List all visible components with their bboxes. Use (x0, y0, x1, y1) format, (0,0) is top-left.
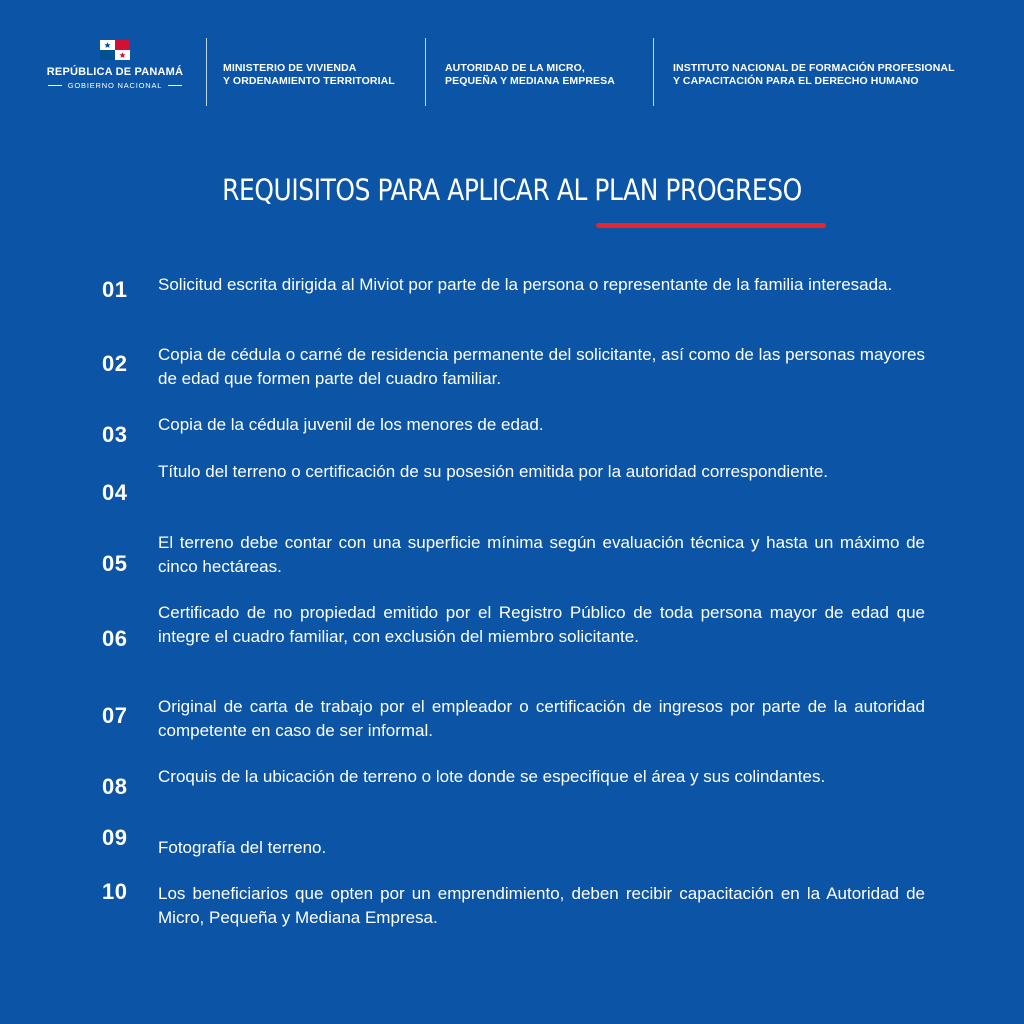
requirement-number: 04 (102, 480, 128, 505)
requirement-text: Título del terreno o certificación de su posesión emitida por la autoridad correspondiente. (158, 462, 828, 481)
header-divider (206, 38, 207, 106)
requirement-number: 08 (102, 774, 128, 799)
header (0, 0, 1024, 120)
requirement-text: Original de carta de trabajo por el empleador o certificación de ingresos por parte de la autoridad competente en caso de ser informal. (158, 697, 925, 740)
page-title: REQUISITOS PARA APLICAR AL PLAN PROGRESO (222, 173, 802, 207)
institution-line: PEQUEÑA Y MEDIANA EMPRESA (445, 75, 615, 87)
requirement-text: Certificado de no propiedad emitido por el Registro Público de toda persona mayor de edad que integre el cuadro familiar, con exclusión del miembro solicitante. (158, 603, 925, 646)
requirement-number: 06 (102, 626, 128, 651)
requirement-text: El terreno debe contar con una superficie mínima según evaluación técnica y hasta un máximo de cinco hectáreas. (158, 533, 925, 576)
requirement-text: Los beneficiarios que opten por un emprendimiento, deben recibir capacitación en la Autoridad de Micro, Pequeña y Mediana Empresa. (158, 884, 925, 927)
institution-line: Y ORDENAMIENTO TERRITORIAL (223, 75, 395, 87)
panama-flag-icon (100, 40, 130, 60)
requirement-text: Fotografía del terreno. (158, 838, 327, 857)
institution-inadeh (673, 62, 955, 88)
institution-line: Y CAPACITACIÓN PARA EL DERECHO HUMANO (673, 75, 919, 87)
institution-line: INSTITUTO NACIONAL DE FORMACIÓN PROFESIONAL (673, 62, 955, 74)
requirement-text: Croquis de la ubicación de terreno o lote donde se especifique el área y sus colindantes. (158, 767, 826, 786)
divider (48, 85, 62, 86)
requirement-number: 01 (102, 277, 128, 302)
institution-line: AUTORIDAD DE LA MICRO, (445, 62, 585, 74)
requirement-text: Solicitud escrita dirigida al Miviot por parte de la persona o representante de la familia interesada. (158, 275, 893, 294)
institution-line: MINISTERIO DE VIVIENDA (223, 62, 357, 74)
requirement-number: 10 (102, 879, 128, 904)
requirement-text: Copia de cédula o carné de residencia permanente del solicitante, así como de las personas mayores de edad que formen parte del cuadro familiar. (158, 345, 925, 388)
requirement-number: 07 (102, 703, 128, 728)
title-underline (596, 223, 826, 228)
institution-ampyme (445, 62, 615, 88)
divider (168, 85, 182, 86)
requirement-number: 03 (102, 422, 128, 447)
requirement-number: 02 (102, 351, 128, 376)
requirement-text: Copia de la cédula juvenil de los menores de edad. (158, 415, 544, 434)
institution-miviot (223, 62, 395, 88)
government-subtitle-row (40, 81, 190, 90)
government-title: REPÚBLICA DE PANAMÁ (46, 66, 184, 78)
government-logo (40, 40, 190, 90)
header-divider (425, 38, 426, 106)
requirement-number: 05 (102, 551, 128, 576)
requirement-number: 09 (102, 825, 128, 850)
government-subtitle: GOBIERNO NACIONAL (67, 81, 163, 90)
header-divider (653, 38, 654, 106)
